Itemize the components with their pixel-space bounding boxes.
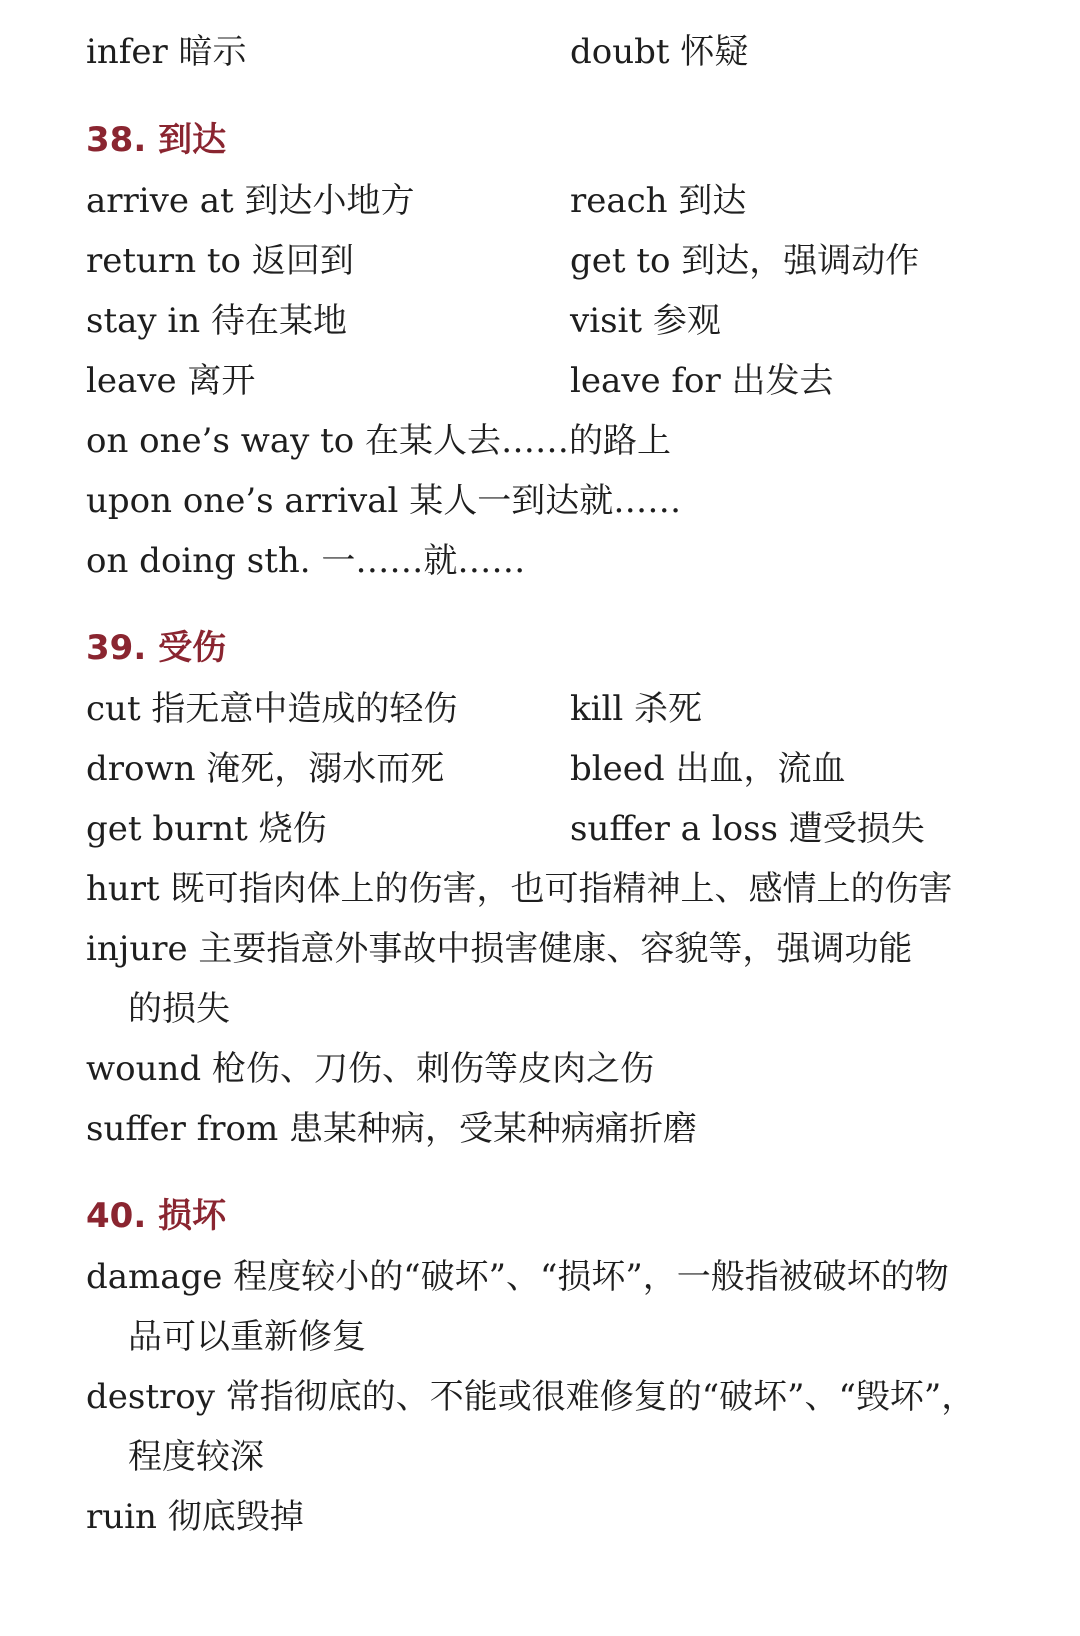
entry-bleed: bleed 出血，流血 xyxy=(570,749,846,789)
entry-drown: drown 淹死，溺水而死 xyxy=(86,749,445,789)
entry-suffer-a-loss: suffer a loss 遭受损失 xyxy=(570,809,925,849)
entry-leave-for: leave for 出发去 xyxy=(570,361,834,401)
vocab-row xyxy=(86,809,1016,849)
section-heading-38: 38. 到达 xyxy=(86,120,227,160)
entry-cut: cut 指无意中造成的轻伤 xyxy=(86,689,458,729)
entry-damage-continued: 品可以重新修复 xyxy=(128,1317,366,1357)
entry-reach: reach 到达 xyxy=(570,181,747,221)
entry-injure: injure 主要指意外事故中损害健康、容貌等，强调功能 xyxy=(86,929,913,969)
entry-kill: kill 杀死 xyxy=(570,689,703,729)
entry-get-burnt: get burnt 烧伤 xyxy=(86,809,327,849)
entry-suffer-from: suffer from 患某种病，受某种病痛折磨 xyxy=(86,1109,698,1149)
entry-injure-continued: 的损失 xyxy=(128,989,230,1029)
vocab-row xyxy=(86,181,1016,221)
entry-get-to: get to 到达，强调动作 xyxy=(570,241,920,281)
entry-infer: infer 暗示 xyxy=(86,32,247,72)
section-heading-39: 39. 受伤 xyxy=(86,628,227,668)
entry-destroy-continued: 程度较深 xyxy=(128,1437,264,1477)
top-row xyxy=(86,32,1016,72)
entry-destroy: destroy 常指彻底的、不能或很难修复的“破坏”、“毁坏”， xyxy=(86,1377,976,1417)
entry-on-doing-sth: on doing sth. 一……就…… xyxy=(86,541,526,581)
entry-on-ones-way-to: on one’s way to 在某人去……的路上 xyxy=(86,421,672,461)
vocab-row xyxy=(86,749,1016,789)
entry-doubt: doubt 怀疑 xyxy=(570,32,749,72)
entry-visit: visit 参观 xyxy=(570,301,721,341)
entry-leave: leave 离开 xyxy=(86,361,256,401)
entry-ruin: ruin 彻底毁掉 xyxy=(86,1497,304,1537)
entry-stay-in: stay in 待在某地 xyxy=(86,301,347,341)
entry-wound: wound 枪伤、刀伤、刺伤等皮肉之伤 xyxy=(86,1049,654,1089)
vocab-row xyxy=(86,301,1016,341)
entry-return-to: return to 返回到 xyxy=(86,241,354,281)
vocab-row xyxy=(86,689,1016,729)
vocab-row xyxy=(86,241,1016,281)
entry-arrive-at: arrive at 到达小地方 xyxy=(86,181,415,221)
section-heading-40: 40. 损坏 xyxy=(86,1196,227,1236)
entry-hurt: hurt 既可指肉体上的伤害，也可指精神上、感情上的伤害 xyxy=(86,869,953,909)
entry-upon-ones-arrival: upon one’s arrival 某人一到达就…… xyxy=(86,481,682,521)
entry-damage: damage 程度较小的“破坏”、“损坏”，一般指被破坏的物 xyxy=(86,1257,949,1297)
vocab-row xyxy=(86,361,1016,401)
